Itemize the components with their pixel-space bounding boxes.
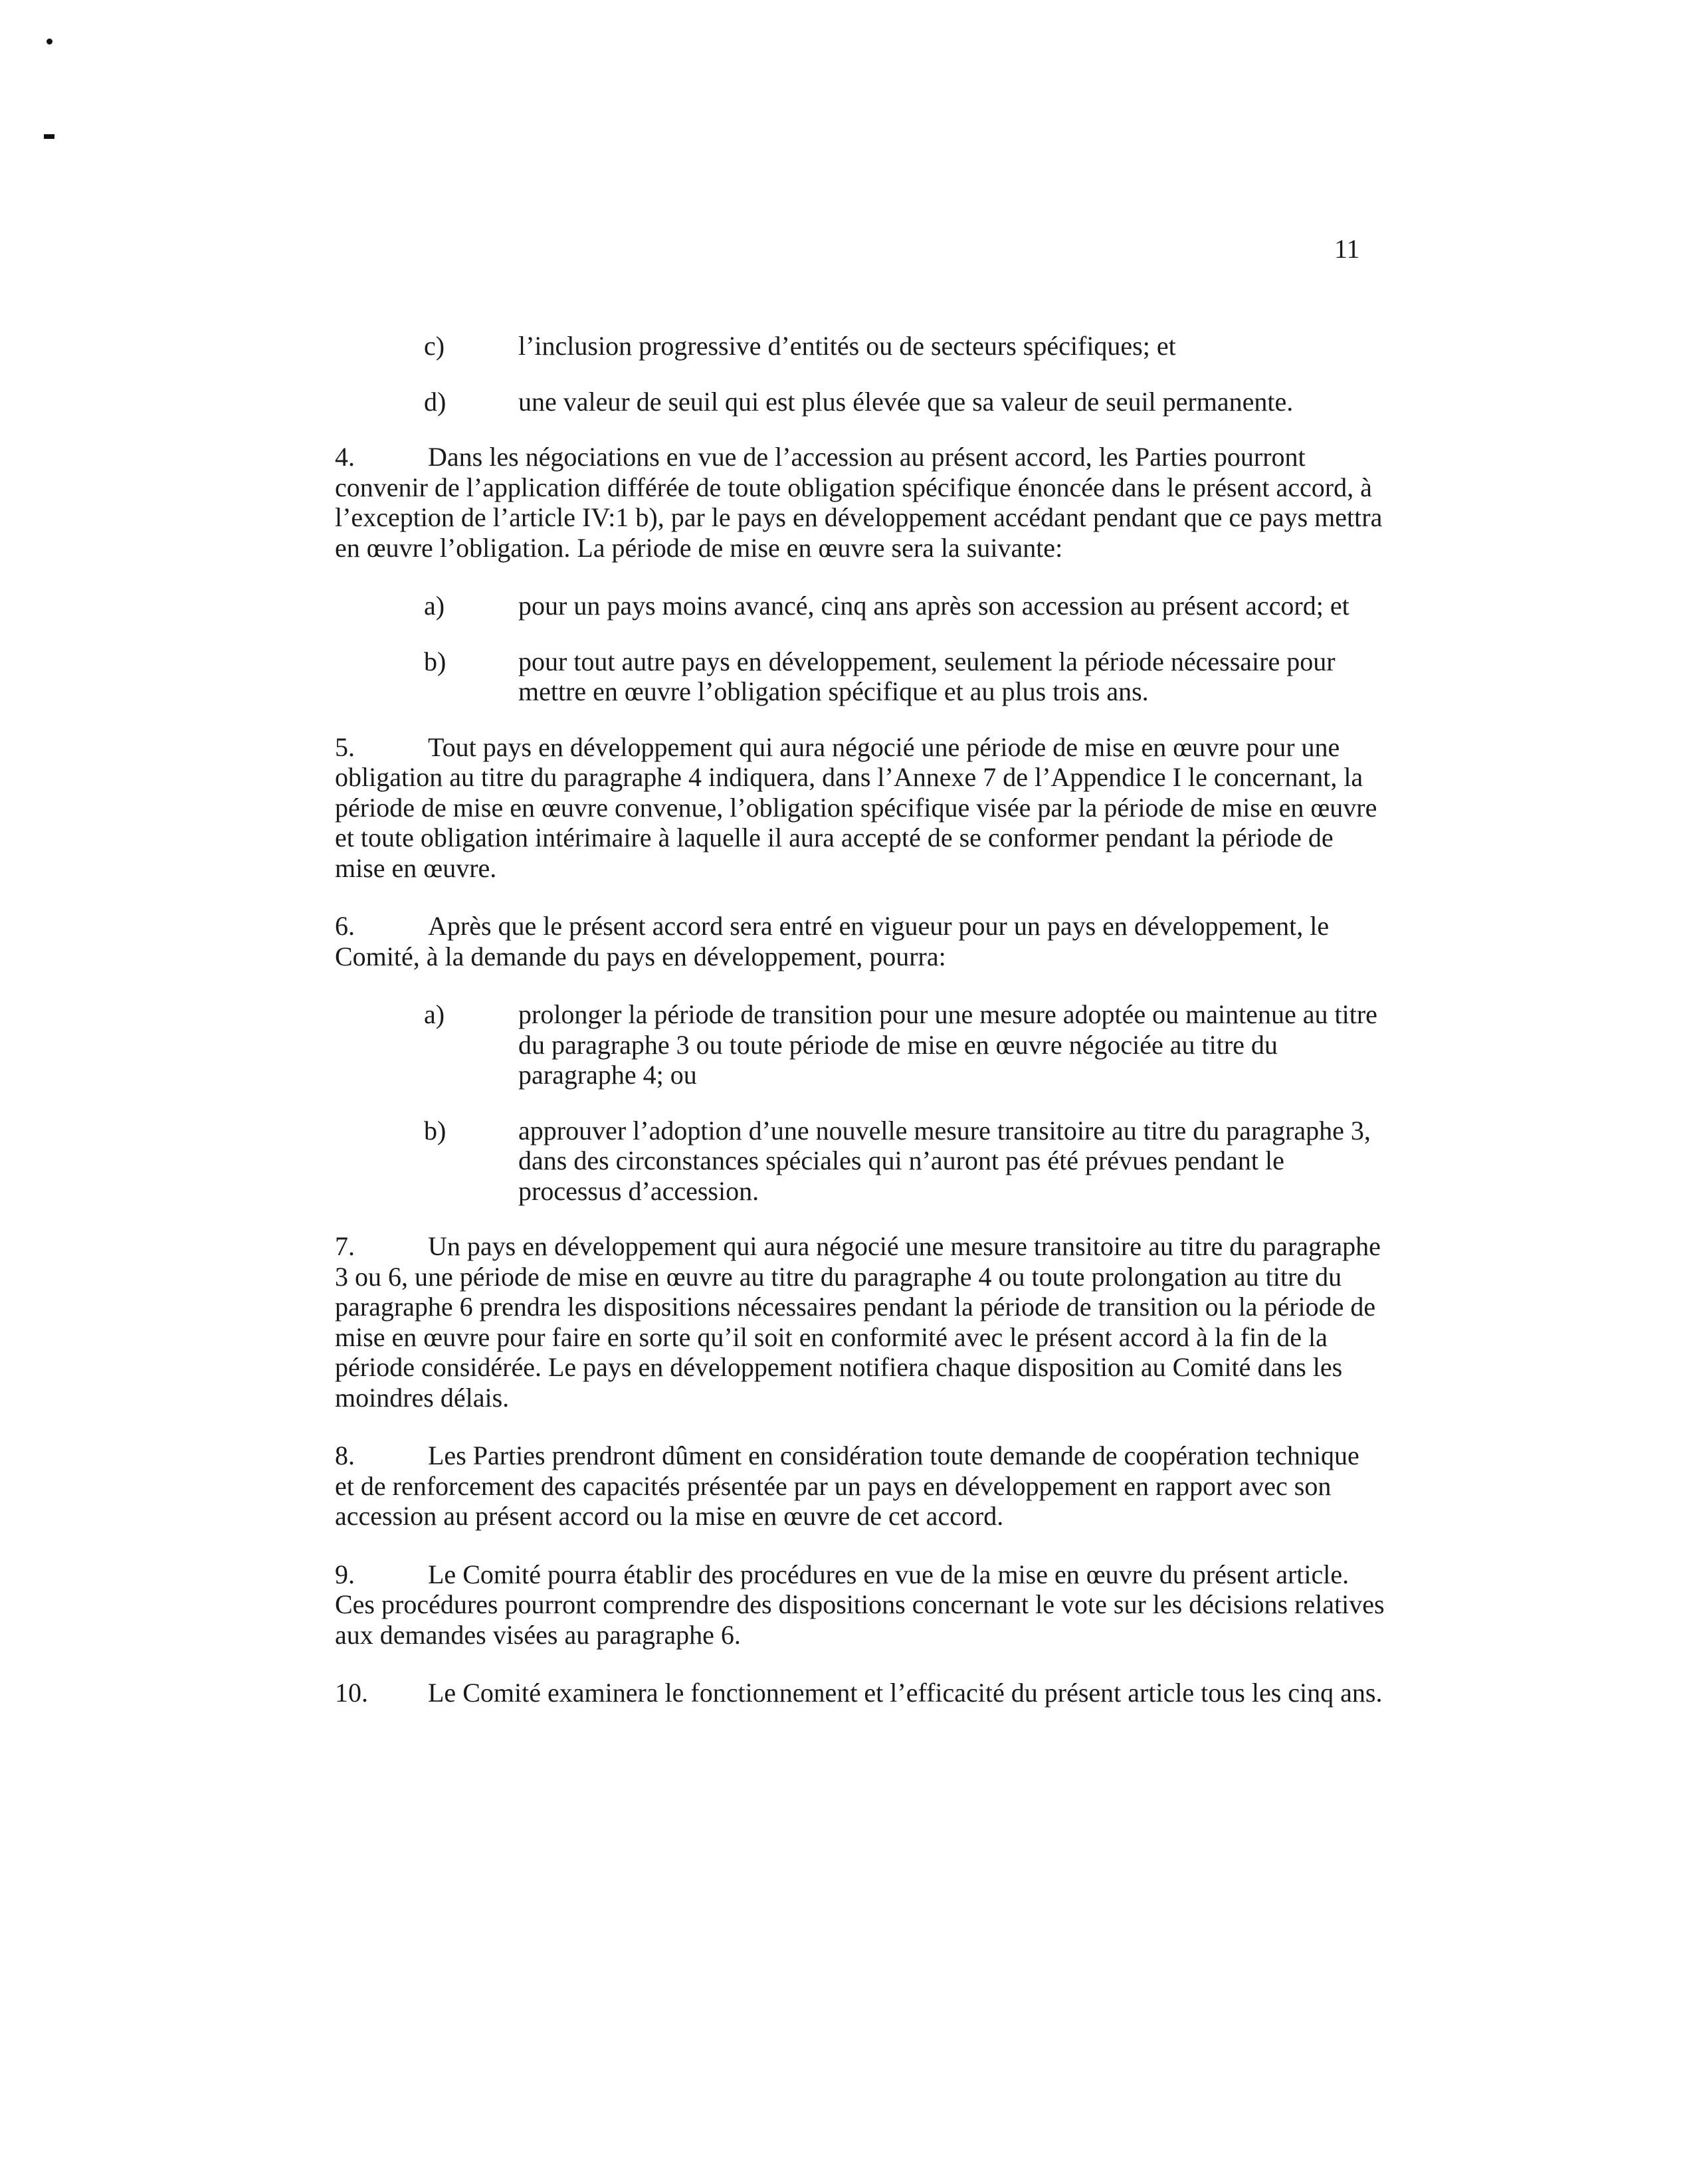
paragraph-4-item-a [335,591,1385,621]
paragraph-text: Les Parties prendront dûment en considération toute demande de coopération technique et de renforcement des capacités présentée par un pays en développement en rapport avec son accession au présent accord ou la mise en œuvre de cet accord. [335,1440,1359,1531]
paragraph-6 [335,911,1385,971]
paragraph-number: 6. [335,911,355,941]
paragraph-number: 9. [335,1559,355,1589]
list-item-text: approuver l’adoption d’une nouvelle mesure transitoire au titre du paragraphe 3, dans des circonstances spéciales qui n’auront pas été prévues pendant le processus d’accession. [518,1115,1371,1206]
paragraph-number: 7. [335,1231,355,1261]
paragraph-number: 8. [335,1440,355,1470]
paragraph-text: Dans les négociations en vue de l’accession au présent accord, les Parties pourront convenir de l’application différée de toute obligation spécifique énoncée dans le présent accord, à l’exception de l’article IV:1 b), par le pays en développement accédant pendant que ce pays mettra en œuvre l’obligation. La période de mise en œuvre sera la suivante: [335,442,1383,563]
scan-artifact-dash [44,134,54,139]
paragraph-number: 4. [335,442,355,472]
list-item-letter: c) [424,331,445,361]
paragraph-10 [335,1678,1385,1708]
paragraph-4-item-b [335,646,1385,707]
paragraph-text: Après que le présent accord sera entré en vigueur pour un pays en développement, le Comité, à la demande du pays en développement, pourra: [335,911,1330,971]
paragraph-text: Un pays en développement qui aura négocié une mesure transitoire au titre du paragraphe 3 ou 6, une période de mise en œuvre au titre du paragraphe 4 ou toute prolongation au titre du paragraphe 6 prendra les dispositions nécessaires pendant la période de transition ou la période de mise en œuvre pour faire en sorte qu’il soit en conformité avec le présent accord à la fin de la période considérée. Le pays en développement notifiera chaque disposition au Comité dans les moindres délais. [335,1231,1381,1413]
list-item-text: l’inclusion progressive d’entités ou de secteurs spécifiques; et [518,331,1176,361]
paragraph-text: Le Comité examinera le fonctionnement et l’efficacité du présent article tous les cinq ans. [428,1678,1383,1708]
document-body [335,331,1385,1736]
list-item-text: prolonger la période de transition pour une mesure adoptée ou maintenue au titre du paragraphe 3 ou toute période de mise en œuvre négociée au titre du paragraphe 4; ou [518,999,1377,1090]
list-item-text: une valeur de seuil qui est plus élevée que sa valeur de seuil permanente. [518,386,1294,417]
paragraph-number: 10. [335,1678,368,1708]
list-item-text: pour un pays moins avancé, cinq ans après son accession au présent accord; et [518,591,1349,621]
paragraph-9 [335,1559,1385,1650]
paragraph-number: 5. [335,732,355,762]
list-item-letter: d) [424,386,447,417]
paragraph-text: Tout pays en développement qui aura négocié une période de mise en œuvre pour une obligation au titre du paragraphe 4 indiquera, dans l’Annexe 7 de l’Appendice I le concernant, la période de mise en œuvre convenue, l’obligation spécifique visée par la période de mise en œuvre et toute obligation intérimaire à laquelle il aura accepté de se conformer pendant la période de mise en œuvre. [335,732,1377,883]
list-item-text: pour tout autre pays en développement, seulement la période nécessaire pour mettre en œuvre l’obligation spécifique et au plus trois ans. [518,646,1336,706]
list-item-letter: b) [424,1115,447,1145]
list-item-d [335,387,1385,417]
page-number: 11 [1334,234,1360,264]
paragraph-4 [335,442,1385,563]
list-item-letter: a) [424,999,445,1029]
scan-artifact-dot [47,39,52,45]
paragraph-6-item-a [335,999,1385,1090]
paragraph-text: Le Comité pourra établir des procédures en vue de la mise en œuvre du présent article. Ces procédures pourront comprendre des dispositions concernant le vote sur les décisions relatives aux demandes visées au paragraphe 6. [335,1559,1385,1650]
paragraph-5 [335,732,1385,884]
list-item-c [335,331,1385,361]
paragraph-8 [335,1440,1385,1532]
list-item-letter: a) [424,591,445,621]
list-item-letter: b) [424,646,447,676]
paragraph-7 [335,1231,1385,1413]
paragraph-6-item-b [335,1116,1385,1207]
